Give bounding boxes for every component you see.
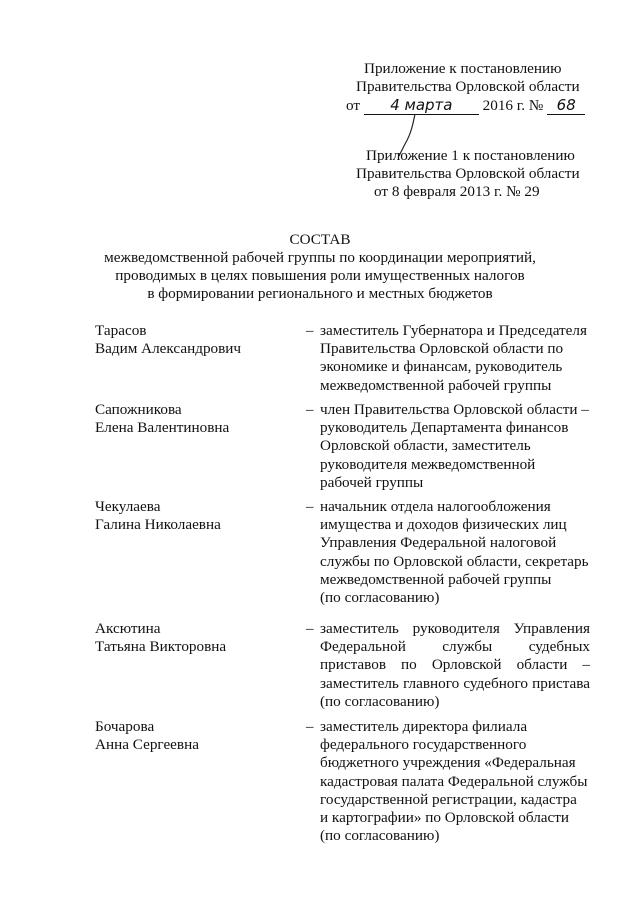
member-given-name: Галина Николаевна (95, 516, 221, 533)
appendix1-government: Правительства Орловской области (356, 165, 580, 182)
role-line: (по согласованию) (320, 589, 440, 607)
role-line: (по согласованию) (320, 692, 440, 710)
role-line: рабочей группы (320, 473, 424, 491)
role-line: межведомственной рабочей группы (320, 376, 552, 394)
member-role (320, 718, 590, 845)
role-line: Правительства Орловской области по (320, 340, 564, 358)
role-line: государственной регистрации, кадастра (320, 790, 577, 808)
member-surname: Тарасов (95, 322, 147, 339)
member-dash: – (306, 719, 314, 735)
role-line: межведомственной рабочей группы (320, 570, 552, 588)
role-line: федерального государственного (320, 736, 527, 754)
role-line: экономике и финансам, руководитель (320, 358, 563, 376)
role-line: и картографии» по Орловской области (320, 809, 570, 827)
date-prefix: от (346, 97, 361, 114)
title-line-3: в формировании регионального и местных бюджетов (147, 285, 493, 302)
member-surname: Сапожникова (95, 401, 182, 418)
role-line: заместитель Губернатора и Председателя (320, 322, 587, 339)
role-line: службы по Орловской области, секретарь (320, 552, 589, 570)
role-line: начальник отдела налогообложения (320, 498, 551, 515)
role-line: приставов по Орловской области – (320, 656, 590, 674)
role-line: кадастровая палата Федеральной службы (320, 772, 588, 790)
member-surname: Чекулаева (95, 498, 161, 515)
handwritten-date: 4 марта (364, 96, 479, 115)
role-line: Управления Федеральной налоговой (320, 534, 557, 552)
role-line: Орловской области, заместитель (320, 437, 531, 455)
member-dash: – (306, 323, 314, 339)
member-dash: – (306, 621, 314, 637)
appendix-title: Приложение к постановлению (364, 60, 562, 77)
document-title: СОСТАВ (289, 231, 351, 248)
title-line-2: проводимых в целях повышения роли имущественных налогов (115, 267, 525, 284)
role-line: бюджетного учреждения «Федеральная (320, 754, 576, 772)
role-line: имущества и доходов физических лиц (320, 516, 567, 534)
role-line: заместитель руководителя Управления (320, 620, 590, 637)
role-line: руководитель Департамента финансов (320, 419, 569, 437)
handwritten-number: 68 (547, 96, 585, 115)
role-line: Федеральной службы судебных (320, 638, 590, 656)
member-given-name: Татьяна Викторовна (95, 638, 227, 655)
appendix-government: Правительства Орловской области (356, 78, 580, 95)
appendix-date-line (346, 96, 585, 115)
member-role (320, 498, 590, 607)
date-year: 2016 г. № (482, 97, 544, 114)
member-dash: – (306, 402, 314, 418)
role-line: заместитель главного судебного пристава (320, 674, 590, 692)
title-line-1: межведомственной рабочей группы по координации мероприятий, (104, 249, 536, 266)
role-line: заместитель директора филиала (320, 718, 528, 735)
member-role (320, 401, 590, 492)
member-given-name: Вадим Александрович (95, 340, 242, 357)
appendix1-title: Приложение 1 к постановлению (366, 147, 575, 164)
member-dash: – (306, 499, 314, 515)
role-line: руководителя межведомственной (320, 455, 536, 473)
member-surname: Бочарова (95, 718, 155, 735)
member-role (320, 620, 590, 711)
member-given-name: Елена Валентиновна (95, 419, 230, 436)
member-surname: Аксютина (95, 620, 161, 637)
member-given-name: Анна Сергеевна (95, 736, 199, 753)
appendix1-date: от 8 февраля 2013 г. № 29 (374, 183, 540, 200)
role-line: (по согласованию) (320, 827, 440, 845)
member-role (320, 322, 590, 395)
role-line: член Правительства Орловской области – (320, 401, 589, 418)
